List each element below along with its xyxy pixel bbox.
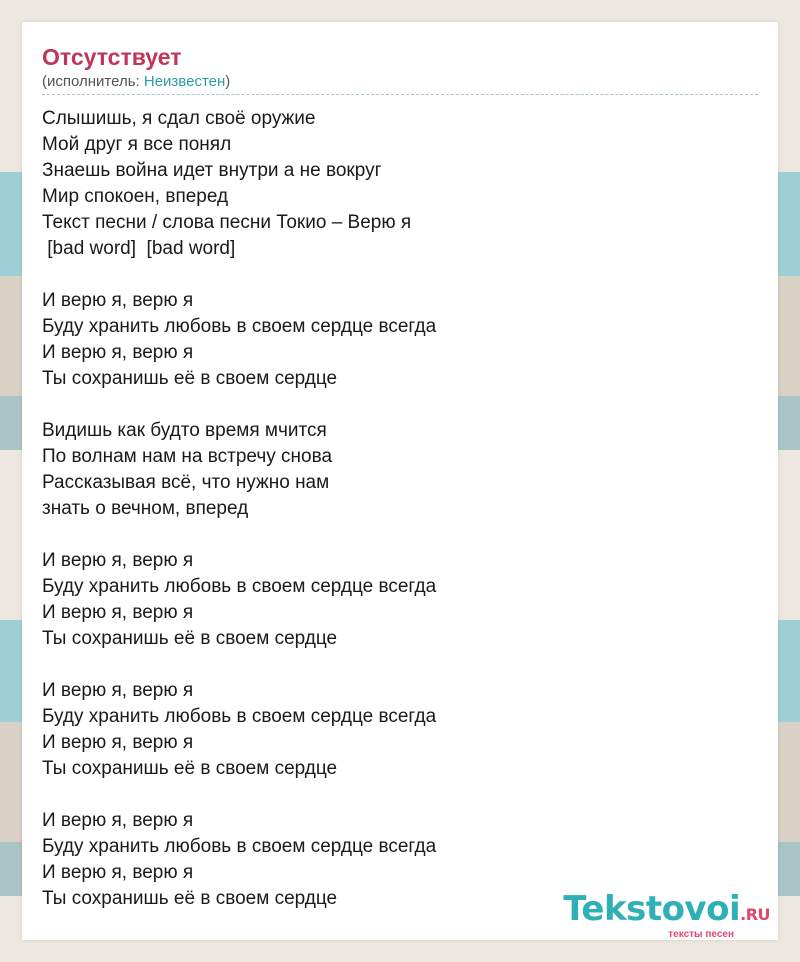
lyric-line: Буду хранить любовь в своем сердце всегда: [42, 316, 437, 337]
lyric-line: И верю я, верю я: [42, 602, 194, 623]
lyric-line: По волнам нам на встречу снова: [42, 446, 333, 467]
site-logo[interactable]: [563, 891, 770, 940]
lyrics-text: [42, 106, 758, 912]
lyric-line: И верю я, верю я: [42, 862, 194, 883]
lyric-line: И верю я, верю я: [42, 342, 194, 363]
lyric-line: знать о вечном, вперед: [42, 498, 249, 519]
logo-main-text: Tekstovoi: [563, 889, 741, 929]
lyric-line: Видишь как будто время мчится: [42, 420, 327, 441]
artist-line: [42, 72, 758, 95]
lyric-line: Буду хранить любовь в своем сердце всегда: [42, 836, 437, 857]
logo-tagline: тексты песен: [668, 929, 734, 940]
lyric-line: Мой друг я все понял: [42, 134, 232, 155]
artist-suffix: ): [225, 73, 231, 90]
lyric-line: Буду хранить любовь в своем сердце всегда: [42, 706, 437, 727]
lyric-line: Ты сохранишь её в своем сердце: [42, 888, 338, 909]
lyric-line: И верю я, верю я: [42, 550, 194, 571]
stanza-break: [42, 392, 758, 418]
lyric-line: Ты сохранишь её в своем сердце: [42, 628, 338, 649]
lyric-line: И верю я, верю я: [42, 810, 194, 831]
lyric-line: Мир спокоен, вперед: [42, 186, 229, 207]
lyric-line: Ты сохранишь её в своем сердце: [42, 758, 338, 779]
logo-tld: .RU: [740, 905, 770, 924]
logo-wordmark: [563, 891, 770, 933]
lyric-line: Слышишь, я сдал своё оружие: [42, 108, 316, 129]
lyric-line: Буду хранить любовь в своем сердце всегда: [42, 576, 437, 597]
artist-prefix: (исполнитель:: [42, 73, 144, 90]
lyric-line: Рассказывая всё, что нужно нам: [42, 472, 330, 493]
lyric-line: И верю я, верю я: [42, 680, 194, 701]
stanza-break: [42, 652, 758, 678]
song-title: Отсутствует: [42, 44, 182, 70]
lyric-line: Знаешь война идет внутри а не вокруг: [42, 160, 382, 181]
lyric-line: И верю я, верю я: [42, 290, 194, 311]
lyric-line: Ты сохранишь её в своем сердце: [42, 368, 338, 389]
stanza-break: [42, 262, 758, 288]
lyric-line: Текст песни / слова песни Токио – Верю я: [42, 212, 412, 233]
lyric-line: И верю я, верю я: [42, 732, 194, 753]
stanza-break: [42, 782, 758, 808]
artist-link[interactable]: Неизвестен: [143, 73, 226, 90]
lyrics-card: [22, 22, 778, 940]
lyric-line: [bad word] [bad word]: [42, 238, 236, 259]
stanza-break: [42, 522, 758, 548]
